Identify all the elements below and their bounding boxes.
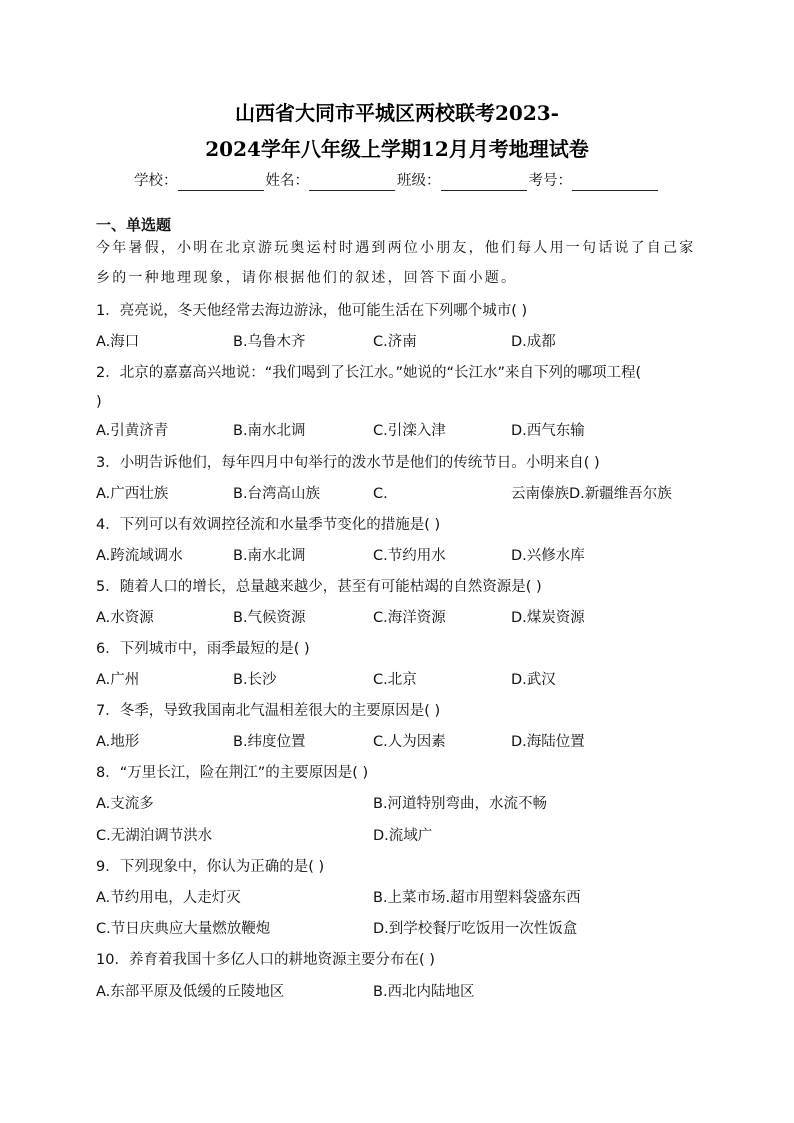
option-d: D.兴修水库 xyxy=(511,548,585,564)
option-b: B.南水北调 xyxy=(233,548,306,564)
section-title: 一、单选题 xyxy=(96,216,172,234)
option-c: C.节约用水 xyxy=(373,548,446,564)
number-field xyxy=(529,171,661,191)
option-b: B.河道特别弯曲，水流不畅 xyxy=(373,796,548,812)
class-label: 班级： xyxy=(397,173,441,189)
option-c: C.济南 xyxy=(373,334,417,350)
option-a: A.广州 xyxy=(96,672,140,688)
option-a: A.东部平原及低缓的丘陵地区 xyxy=(96,984,285,1000)
school-label: 学校： xyxy=(134,173,178,189)
option-b: B.上菜市场.超市用塑料袋盛东西 xyxy=(373,890,581,906)
option-a: A.支流多 xyxy=(96,796,154,812)
option-c: C.海洋资源 xyxy=(373,610,446,626)
section-intro-line2: 乡的一种地理现象，请你根据他们的叙述，回答下面小题。 xyxy=(96,270,518,286)
question-stem: 10．养育着我国十多亿人口的耕地资源主要分布在( ) xyxy=(96,952,435,968)
number-label: 考号： xyxy=(528,173,572,189)
option-d: D.成都 xyxy=(511,334,556,350)
question-stem-continued: ) xyxy=(96,394,102,410)
option-d: D.到学校餐厅吃饭用一次性饭盒 xyxy=(373,921,578,937)
name-field xyxy=(266,171,398,191)
option-a: A.海口 xyxy=(96,334,140,350)
question-stem: 6．下列城市中，雨季最短的是( ) xyxy=(96,641,310,657)
exam-title-line1: 山西省大同市平城区两校联考2023- xyxy=(235,101,559,125)
option-c: C.北京 xyxy=(373,672,417,688)
question-stem: 1．亮亮说，冬天他经常去海边游泳，他可能生活在下列哪个城市( ) xyxy=(96,303,528,319)
option-a: A.广西壮族 xyxy=(96,486,169,502)
question-stem: 9．下列现象中，你认为正确的是( ) xyxy=(96,859,325,875)
section-intro-line1: 今年暑假，小明在北京游玩奥运村时遇到两位小朋友，他们每人用一句话说了自己家 xyxy=(96,240,696,256)
question-stem: 4．下列可以有效调控径流和水量季节变化的措施是( ) xyxy=(96,517,441,533)
number-blank xyxy=(572,175,658,191)
option-c: C.节日庆典应大量燃放鞭炮 xyxy=(96,921,271,937)
option-b: B.纬度位置 xyxy=(233,734,306,750)
option-b: B.台湾高山族 xyxy=(233,486,321,502)
option-c: C.引滦入津 xyxy=(373,423,446,439)
question-stem: 3．小明告诉他们，每年四月中旬举行的泼水节是他们的传统节日。小明来自( ) xyxy=(96,455,600,471)
exam-title-line2: 2024学年八年级上学期12月月考地理试卷 xyxy=(205,137,589,161)
option-c: C.无湖泊调节洪水 xyxy=(96,828,213,844)
option-a: A.节约用电，人走灯灭 xyxy=(96,890,241,906)
option-d: D.海陆位置 xyxy=(511,734,585,750)
option-b: B.气候资源 xyxy=(233,610,306,626)
class-blank xyxy=(441,175,527,191)
school-field xyxy=(134,171,266,191)
name-label: 姓名： xyxy=(265,173,309,189)
option-cd-merged: 云南傣族D.新疆维吾尔族 xyxy=(511,486,672,502)
option-d: D.煤炭资源 xyxy=(511,610,585,626)
option-a: A.跨流域调水 xyxy=(96,548,183,564)
option-a: A.水资源 xyxy=(96,610,154,626)
option-a: A.地形 xyxy=(96,734,140,750)
question-stem: 2．北京的嘉嘉高兴地说：“我们喝到了长江水。”她说的“长江水”来自下列的哪项工程( xyxy=(96,365,642,381)
class-field xyxy=(397,171,529,191)
option-b: B.乌鲁木齐 xyxy=(233,334,306,350)
option-c: C. xyxy=(373,486,388,502)
student-info-row xyxy=(0,171,794,191)
question-stem: 8．“万里长江，险在荆江”的主要原因是( ) xyxy=(96,765,369,781)
option-c: C.人为因素 xyxy=(373,734,446,750)
option-d: D.西气东输 xyxy=(511,423,585,439)
question-stem: 7．冬季，导致我国南北气温相差很大的主要原因是( ) xyxy=(96,703,441,719)
option-b: B.长沙 xyxy=(233,672,277,688)
name-blank xyxy=(309,175,395,191)
school-blank xyxy=(178,175,264,191)
option-d: D.武汉 xyxy=(511,672,556,688)
option-b: B.西北内陆地区 xyxy=(373,984,475,1000)
question-stem: 5．随着人口的增长，总量越来越少，甚至有可能枯竭的自然资源是( ) xyxy=(96,579,542,595)
option-d: D.流域广 xyxy=(373,828,433,844)
option-a: A.引黄济青 xyxy=(96,423,169,439)
option-b: B.南水北调 xyxy=(233,423,306,439)
